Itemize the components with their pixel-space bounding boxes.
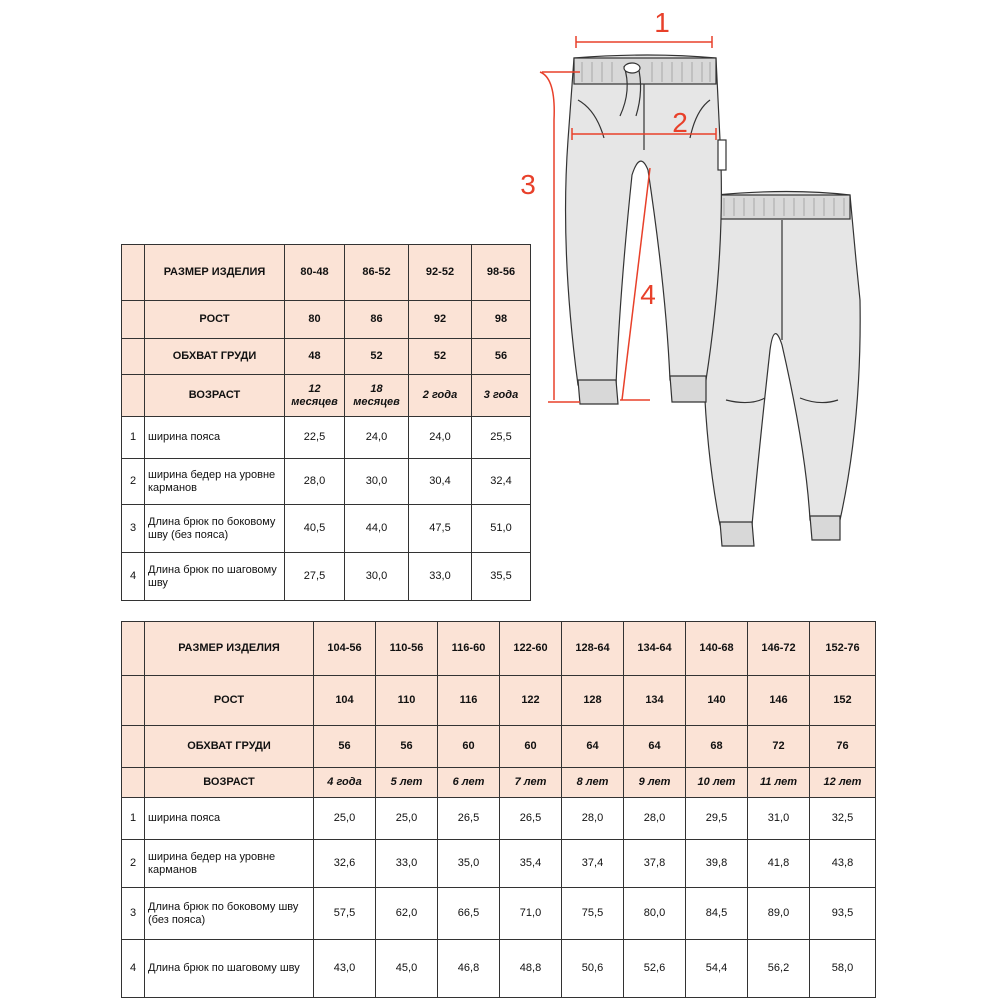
table-row (122, 505, 531, 553)
measurement-number: 1 (122, 798, 145, 840)
table-cell: 37,4 (562, 840, 624, 888)
table-cell: 52 (409, 339, 472, 375)
table-cell: 80 (285, 301, 345, 339)
row-label: ВОЗРАСТ (145, 375, 285, 417)
table-cell: 39,8 (686, 840, 748, 888)
table-cell: 6 лет (438, 768, 500, 798)
table-row (122, 375, 531, 417)
table-row (122, 768, 876, 798)
table-cell: 76 (810, 726, 876, 768)
table-cell: 116 (438, 676, 500, 726)
row-label: РОСТ (145, 301, 285, 339)
table-cell: 33,0 (409, 553, 472, 601)
table-cell: 89,0 (748, 888, 810, 940)
table-cell: 28,0 (285, 459, 345, 505)
table-cell: 84,5 (686, 888, 748, 940)
table-cell: 75,5 (562, 888, 624, 940)
table-cell: 32,5 (810, 798, 876, 840)
table-cell: 12 лет (810, 768, 876, 798)
table-cell: 71,0 (500, 888, 562, 940)
table-cell: 35,0 (438, 840, 500, 888)
table-cell: 134-64 (624, 622, 686, 676)
table-cell: 92 (409, 301, 472, 339)
table-cell: 152 (810, 676, 876, 726)
table-cell: 43,0 (314, 940, 376, 998)
table-cell: 128 (562, 676, 624, 726)
table-cell: 24,0 (345, 417, 409, 459)
table-row (122, 940, 876, 998)
table-cell: 72 (748, 726, 810, 768)
table-cell: 25,0 (314, 798, 376, 840)
table-cell: 62,0 (376, 888, 438, 940)
measurement-name: Длина брюк по шаговому шву (145, 940, 314, 998)
measurement-name: ширина бедер на уровне карманов (145, 840, 314, 888)
table-cell: 110 (376, 676, 438, 726)
table-cell: 51,0 (472, 505, 531, 553)
measurement-name: Длина брюк по шаговому шву (145, 553, 285, 601)
table-cell: 152-76 (810, 622, 876, 676)
table-row (122, 888, 876, 940)
table-cell: 43,8 (810, 840, 876, 888)
table-cell: 35,4 (500, 840, 562, 888)
table-row (122, 726, 876, 768)
table-cell: 24,0 (409, 417, 472, 459)
dimension-label-4: 4 (640, 279, 656, 310)
table-cell: 25,5 (472, 417, 531, 459)
table-row (122, 676, 876, 726)
table-cell: 93,5 (810, 888, 876, 940)
measurement-number: 2 (122, 459, 145, 505)
pants-front-view (566, 55, 726, 404)
table-cell: 46,8 (438, 940, 500, 998)
table-cell: 64 (562, 726, 624, 768)
table-row (122, 417, 531, 459)
row-label: ОБХВАТ ГРУДИ (145, 339, 285, 375)
table-cell: 11 лет (748, 768, 810, 798)
table-cell: 57,5 (314, 888, 376, 940)
table-cell: 56 (472, 339, 531, 375)
table-cell: 27,5 (285, 553, 345, 601)
table-cell: 116-60 (438, 622, 500, 676)
row-label: РАЗМЕР ИЗДЕЛИЯ (145, 245, 285, 301)
row-label: ВОЗРАСТ (145, 768, 314, 798)
table-cell: 28,0 (562, 798, 624, 840)
table-row (122, 245, 531, 301)
dimension-label-1: 1 (654, 7, 670, 38)
table-cell: 28,0 (624, 798, 686, 840)
table-cell: 26,5 (438, 798, 500, 840)
table-cell: 12 месяцев (285, 375, 345, 417)
pants-back-view (703, 192, 860, 547)
table-cell: 37,8 (624, 840, 686, 888)
measurement-number: 2 (122, 840, 145, 888)
table-cell: 5 лет (376, 768, 438, 798)
measurement-number: 4 (122, 940, 145, 998)
table-row (122, 553, 531, 601)
dimension-label-3: 3 (520, 169, 536, 200)
table-cell: 30,0 (345, 459, 409, 505)
row-label: РАЗМЕР ИЗДЕЛИЯ (145, 622, 314, 676)
table-cell: 140-68 (686, 622, 748, 676)
table-cell: 110-56 (376, 622, 438, 676)
table-cell: 134 (624, 676, 686, 726)
table-cell: 48,8 (500, 940, 562, 998)
table-cell: 86-52 (345, 245, 409, 301)
measurement-name: ширина пояса (145, 798, 314, 840)
size-table-large (121, 621, 876, 998)
measurement-name: Длина брюк по боковому шву (без пояса) (145, 505, 285, 553)
table-cell: 40,5 (285, 505, 345, 553)
table-cell: 80,0 (624, 888, 686, 940)
table-cell: 140 (686, 676, 748, 726)
table-cell: 29,5 (686, 798, 748, 840)
table-cell: 30,0 (345, 553, 409, 601)
table-cell: 56 (376, 726, 438, 768)
table-cell: 32,4 (472, 459, 531, 505)
table-cell: 86 (345, 301, 409, 339)
table-cell: 146 (748, 676, 810, 726)
table-cell: 25,0 (376, 798, 438, 840)
table-cell: 35,5 (472, 553, 531, 601)
table-cell: 44,0 (345, 505, 409, 553)
table-row (122, 798, 876, 840)
table-cell: 60 (438, 726, 500, 768)
table-cell: 45,0 (376, 940, 438, 998)
table-row (122, 301, 531, 339)
table-cell: 66,5 (438, 888, 500, 940)
table-cell: 2 года (409, 375, 472, 417)
table-cell: 56 (314, 726, 376, 768)
table-cell: 26,5 (500, 798, 562, 840)
table-cell: 33,0 (376, 840, 438, 888)
table-cell: 22,5 (285, 417, 345, 459)
row-label: ОБХВАТ ГРУДИ (145, 726, 314, 768)
size-table-small (121, 244, 531, 601)
table-cell: 122-60 (500, 622, 562, 676)
table-cell: 92-52 (409, 245, 472, 301)
table-cell: 50,6 (562, 940, 624, 998)
table-cell: 4 года (314, 768, 376, 798)
table-row (122, 622, 876, 676)
table-cell: 128-64 (562, 622, 624, 676)
table-cell: 104-56 (314, 622, 376, 676)
table-cell: 9 лет (624, 768, 686, 798)
dimension-label-2: 2 (672, 107, 688, 138)
table-cell: 41,8 (748, 840, 810, 888)
table-cell: 54,4 (686, 940, 748, 998)
table-row (122, 840, 876, 888)
table-cell: 18 месяцев (345, 375, 409, 417)
table-row (122, 459, 531, 505)
table-cell: 60 (500, 726, 562, 768)
table-row (122, 339, 531, 375)
table-cell: 104 (314, 676, 376, 726)
table-cell: 30,4 (409, 459, 472, 505)
table-cell: 52 (345, 339, 409, 375)
measurement-name: ширина пояса (145, 417, 285, 459)
table-cell: 3 года (472, 375, 531, 417)
table-cell: 8 лет (562, 768, 624, 798)
table-cell: 47,5 (409, 505, 472, 553)
table-cell: 146-72 (748, 622, 810, 676)
table-cell: 68 (686, 726, 748, 768)
table-cell: 98-56 (472, 245, 531, 301)
table-cell: 10 лет (686, 768, 748, 798)
measurement-name: ширина бедер на уровне карманов (145, 459, 285, 505)
table-cell: 98 (472, 301, 531, 339)
table-cell: 58,0 (810, 940, 876, 998)
measurement-name: Длина брюк по боковому шву (без пояса) (145, 888, 314, 940)
measurement-number: 3 (122, 505, 145, 553)
table-cell: 48 (285, 339, 345, 375)
measurement-number: 3 (122, 888, 145, 940)
table-cell: 56,2 (748, 940, 810, 998)
table-cell: 80-48 (285, 245, 345, 301)
table-cell: 52,6 (624, 940, 686, 998)
measurement-number: 4 (122, 553, 145, 601)
table-cell: 7 лет (500, 768, 562, 798)
table-cell: 31,0 (748, 798, 810, 840)
table-cell: 122 (500, 676, 562, 726)
table-cell: 32,6 (314, 840, 376, 888)
row-label: РОСТ (145, 676, 314, 726)
table-cell: 64 (624, 726, 686, 768)
pants-illustration (520, 0, 880, 560)
measurement-number: 1 (122, 417, 145, 459)
